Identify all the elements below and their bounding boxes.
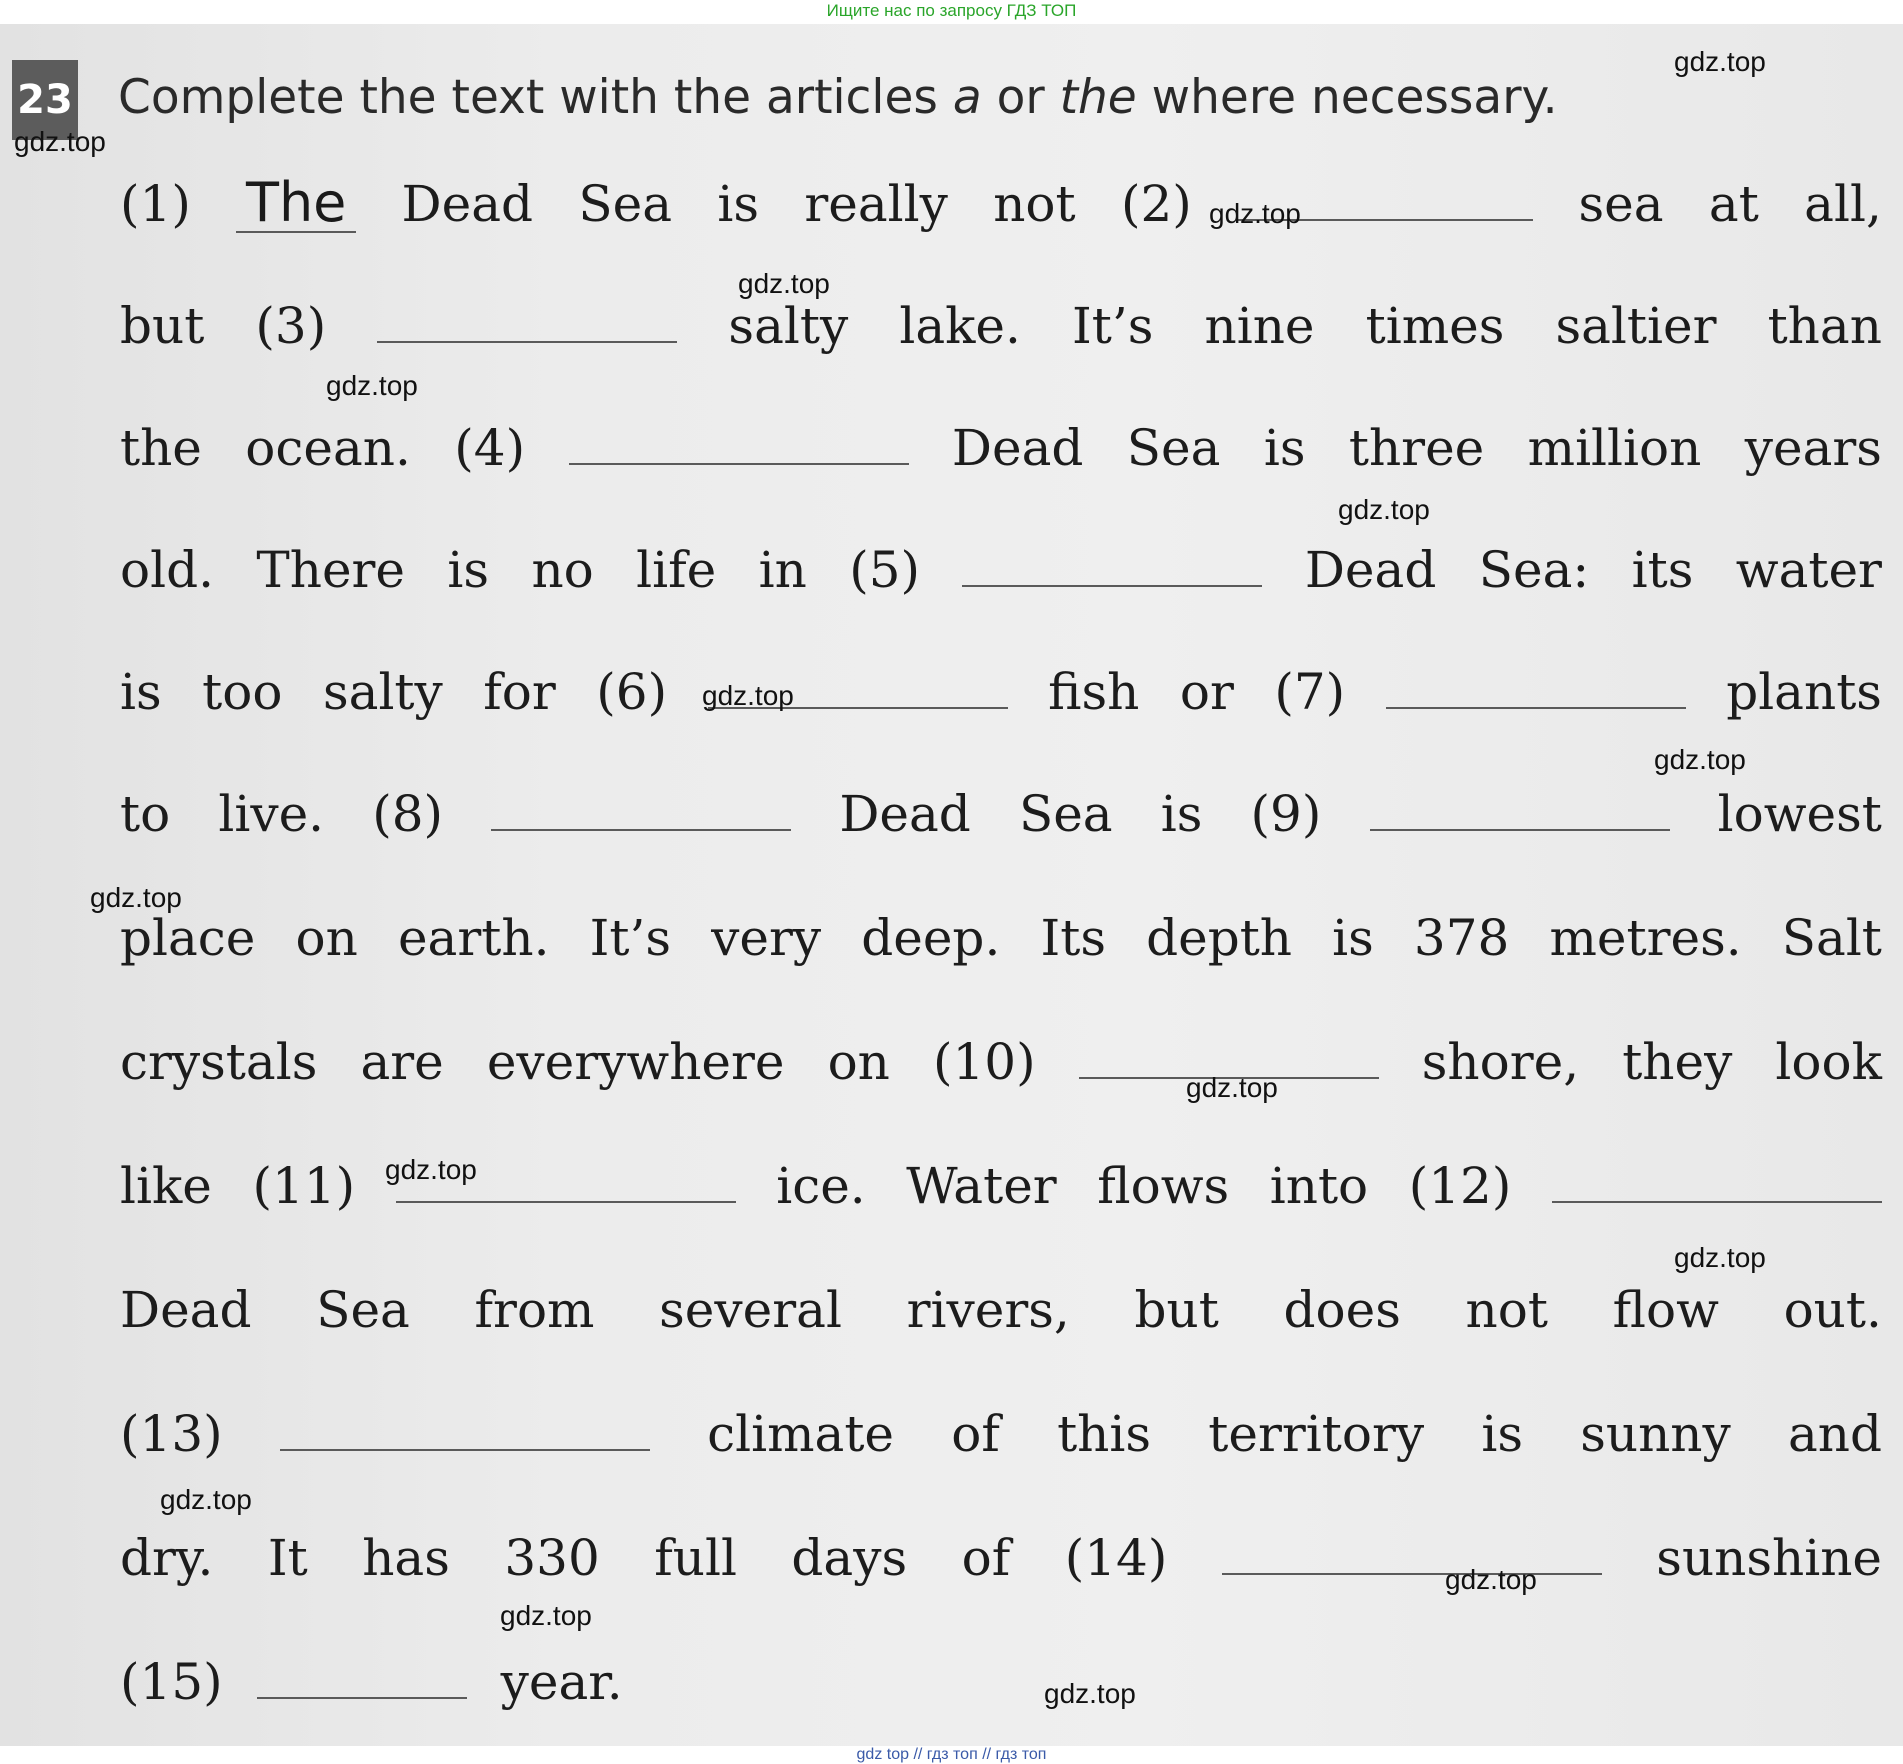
word: is [447,541,490,599]
word: of [951,1405,1000,1463]
exercise-instruction: Complete the text with the articles a or the where necessary. [118,70,1558,125]
word: (7) [1274,663,1346,721]
word: Water [906,1157,1057,1215]
word: (6) [596,663,668,721]
text-line-7 [120,903,1882,973]
blank-12[interactable] [1552,1200,1882,1203]
word: (14) [1064,1529,1168,1587]
word: (15) [120,1653,223,1711]
answer-1[interactable]: The [236,175,356,233]
word: several [659,1281,842,1339]
word: fish [1048,663,1140,721]
watermark: gdz.top [500,1600,592,1631]
word: but [120,297,205,355]
word: Sea [578,175,673,233]
word: (3) [255,297,327,355]
blank-11[interactable] [396,1200,736,1203]
word: shore, [1421,1033,1580,1091]
text-line-10 [120,1275,1882,1345]
word: (12) [1408,1157,1512,1215]
word: Sea [1126,419,1221,477]
word: flows [1097,1157,1230,1215]
word: life [636,541,717,599]
word: Its [1040,909,1106,967]
word: on [827,1033,890,1091]
word: Dead [120,1281,252,1339]
word: water [1735,541,1882,599]
word: place [120,909,256,967]
word: and [1787,1405,1882,1463]
word: old. [120,541,214,599]
word: earth. [397,909,550,967]
text-line-11 [120,1399,1882,1469]
word: lowest [1717,785,1882,843]
word: live. [218,785,325,843]
word: There [256,541,406,599]
text-line-13 [120,1647,1882,1717]
word: (2) [1120,175,1192,233]
word: no [531,541,594,599]
word: ice. [776,1157,866,1215]
word: is [1332,909,1374,967]
word: It’s [589,909,671,967]
word: not [1465,1281,1548,1339]
word: to [120,785,171,843]
word: (11) [252,1157,356,1215]
word: Sea: [1478,541,1590,599]
text-line-6 [120,779,1882,849]
word: at [1708,175,1759,233]
watermark: gdz.top [1445,1564,1537,1595]
word: like [120,1157,212,1215]
blank-8[interactable] [491,828,791,831]
word: out. [1783,1281,1882,1339]
word: times [1365,297,1505,355]
watermark: gdz.top [1654,744,1746,775]
word: for [483,663,556,721]
word: has [362,1529,450,1587]
word: look [1775,1033,1882,1091]
blank-15[interactable] [257,1696,467,1699]
word: (5) [849,541,921,599]
word: of [961,1529,1011,1587]
text-line-12 [120,1523,1882,1593]
word: (9) [1250,785,1322,843]
word: into [1269,1157,1369,1215]
word: sunny [1580,1405,1731,1463]
word: days [791,1529,908,1587]
word: salty [322,663,443,721]
word: full [654,1529,737,1587]
watermark: gdz.top [1186,1072,1278,1103]
word: its [1631,541,1694,599]
blank-14[interactable] [1222,1572,1602,1575]
exercise-number: 23 [12,60,78,140]
word: is [1481,1405,1523,1463]
word: is [1263,419,1306,477]
word: It [267,1529,308,1587]
word: very [711,909,822,967]
text-line-4 [120,535,1882,605]
text-line-8 [120,1027,1882,1097]
watermark: gdz.top [1674,1242,1766,1273]
word: climate [707,1405,894,1463]
watermark: gdz.top [1044,1678,1136,1709]
blank-4[interactable] [569,462,909,465]
watermark: gdz.top [385,1154,477,1185]
text-line-1 [120,169,1882,239]
word: not [993,175,1076,233]
word: sunshine [1656,1529,1882,1587]
word: does [1283,1281,1401,1339]
word: Sea [316,1281,410,1339]
word: in [758,541,807,599]
word: is [1160,785,1203,843]
word: the [120,419,202,477]
word: Salt [1781,909,1882,967]
word: depth [1146,909,1293,967]
word: territory [1208,1405,1425,1463]
blank-13[interactable] [280,1448,650,1451]
word: sea [1578,175,1664,233]
word: too [202,663,283,721]
watermark: gdz.top [90,882,182,913]
watermark: gdz.top [738,268,830,299]
word: from [474,1281,595,1339]
word: It’s [1072,297,1154,355]
word: on [295,909,358,967]
word: years [1744,419,1882,477]
watermark: gdz.top [1674,46,1766,77]
blank-9[interactable] [1370,828,1670,831]
word: Dead [1304,541,1437,599]
word: ocean. [245,419,411,477]
blank-5[interactable] [962,584,1262,587]
text-line-3 [120,413,1882,483]
word: year. [500,1653,623,1711]
bottom-banner[interactable]: gdz top // гдз топ // гдз топ [0,1746,1903,1764]
word: all, [1804,175,1882,233]
watermark: gdz.top [14,126,106,157]
watermark: gdz.top [702,680,794,711]
word: everywhere [486,1033,785,1091]
word: crystals [120,1033,318,1091]
word: Dead [401,175,534,233]
watermark: gdz.top [326,370,418,401]
word: deep. [861,909,1001,967]
word: Dead [951,419,1084,477]
word: dry. [120,1529,214,1587]
word: this [1057,1405,1152,1463]
text-line-2 [120,291,1882,361]
word: saltier [1555,297,1717,355]
word: really [804,175,948,233]
word: are [360,1033,444,1091]
word: Sea [1018,785,1113,843]
word: nine [1204,297,1315,355]
textbook-page [0,24,1903,1746]
word: (1) [120,175,191,233]
word: flow [1612,1281,1719,1339]
word: is [717,175,760,233]
word: (10) [932,1033,1036,1091]
word: (13) [120,1405,223,1463]
word: plants [1726,663,1882,721]
word: lake. [899,297,1021,355]
text-line-5 [120,657,1882,727]
word: or [1179,663,1234,721]
word: salty [728,297,849,355]
word: they [1622,1033,1733,1091]
blank-3[interactable] [377,340,677,343]
word: 378 [1413,909,1510,967]
word: rivers, [906,1281,1070,1339]
word: three [1348,419,1485,477]
word: than [1767,297,1882,355]
word: is [120,663,162,721]
watermark: gdz.top [160,1484,252,1515]
top-banner[interactable]: Ищите нас по запросу ГДЗ ТОП [0,0,1903,24]
word: but [1134,1281,1219,1339]
word: million [1527,419,1702,477]
word: (8) [372,785,444,843]
watermark: gdz.top [1338,494,1430,525]
word: 330 [504,1529,600,1587]
watermark: gdz.top [1209,198,1301,229]
word: Dead [839,785,971,843]
word: metres. [1549,909,1742,967]
word: (4) [454,419,526,477]
blank-7[interactable] [1386,706,1686,709]
